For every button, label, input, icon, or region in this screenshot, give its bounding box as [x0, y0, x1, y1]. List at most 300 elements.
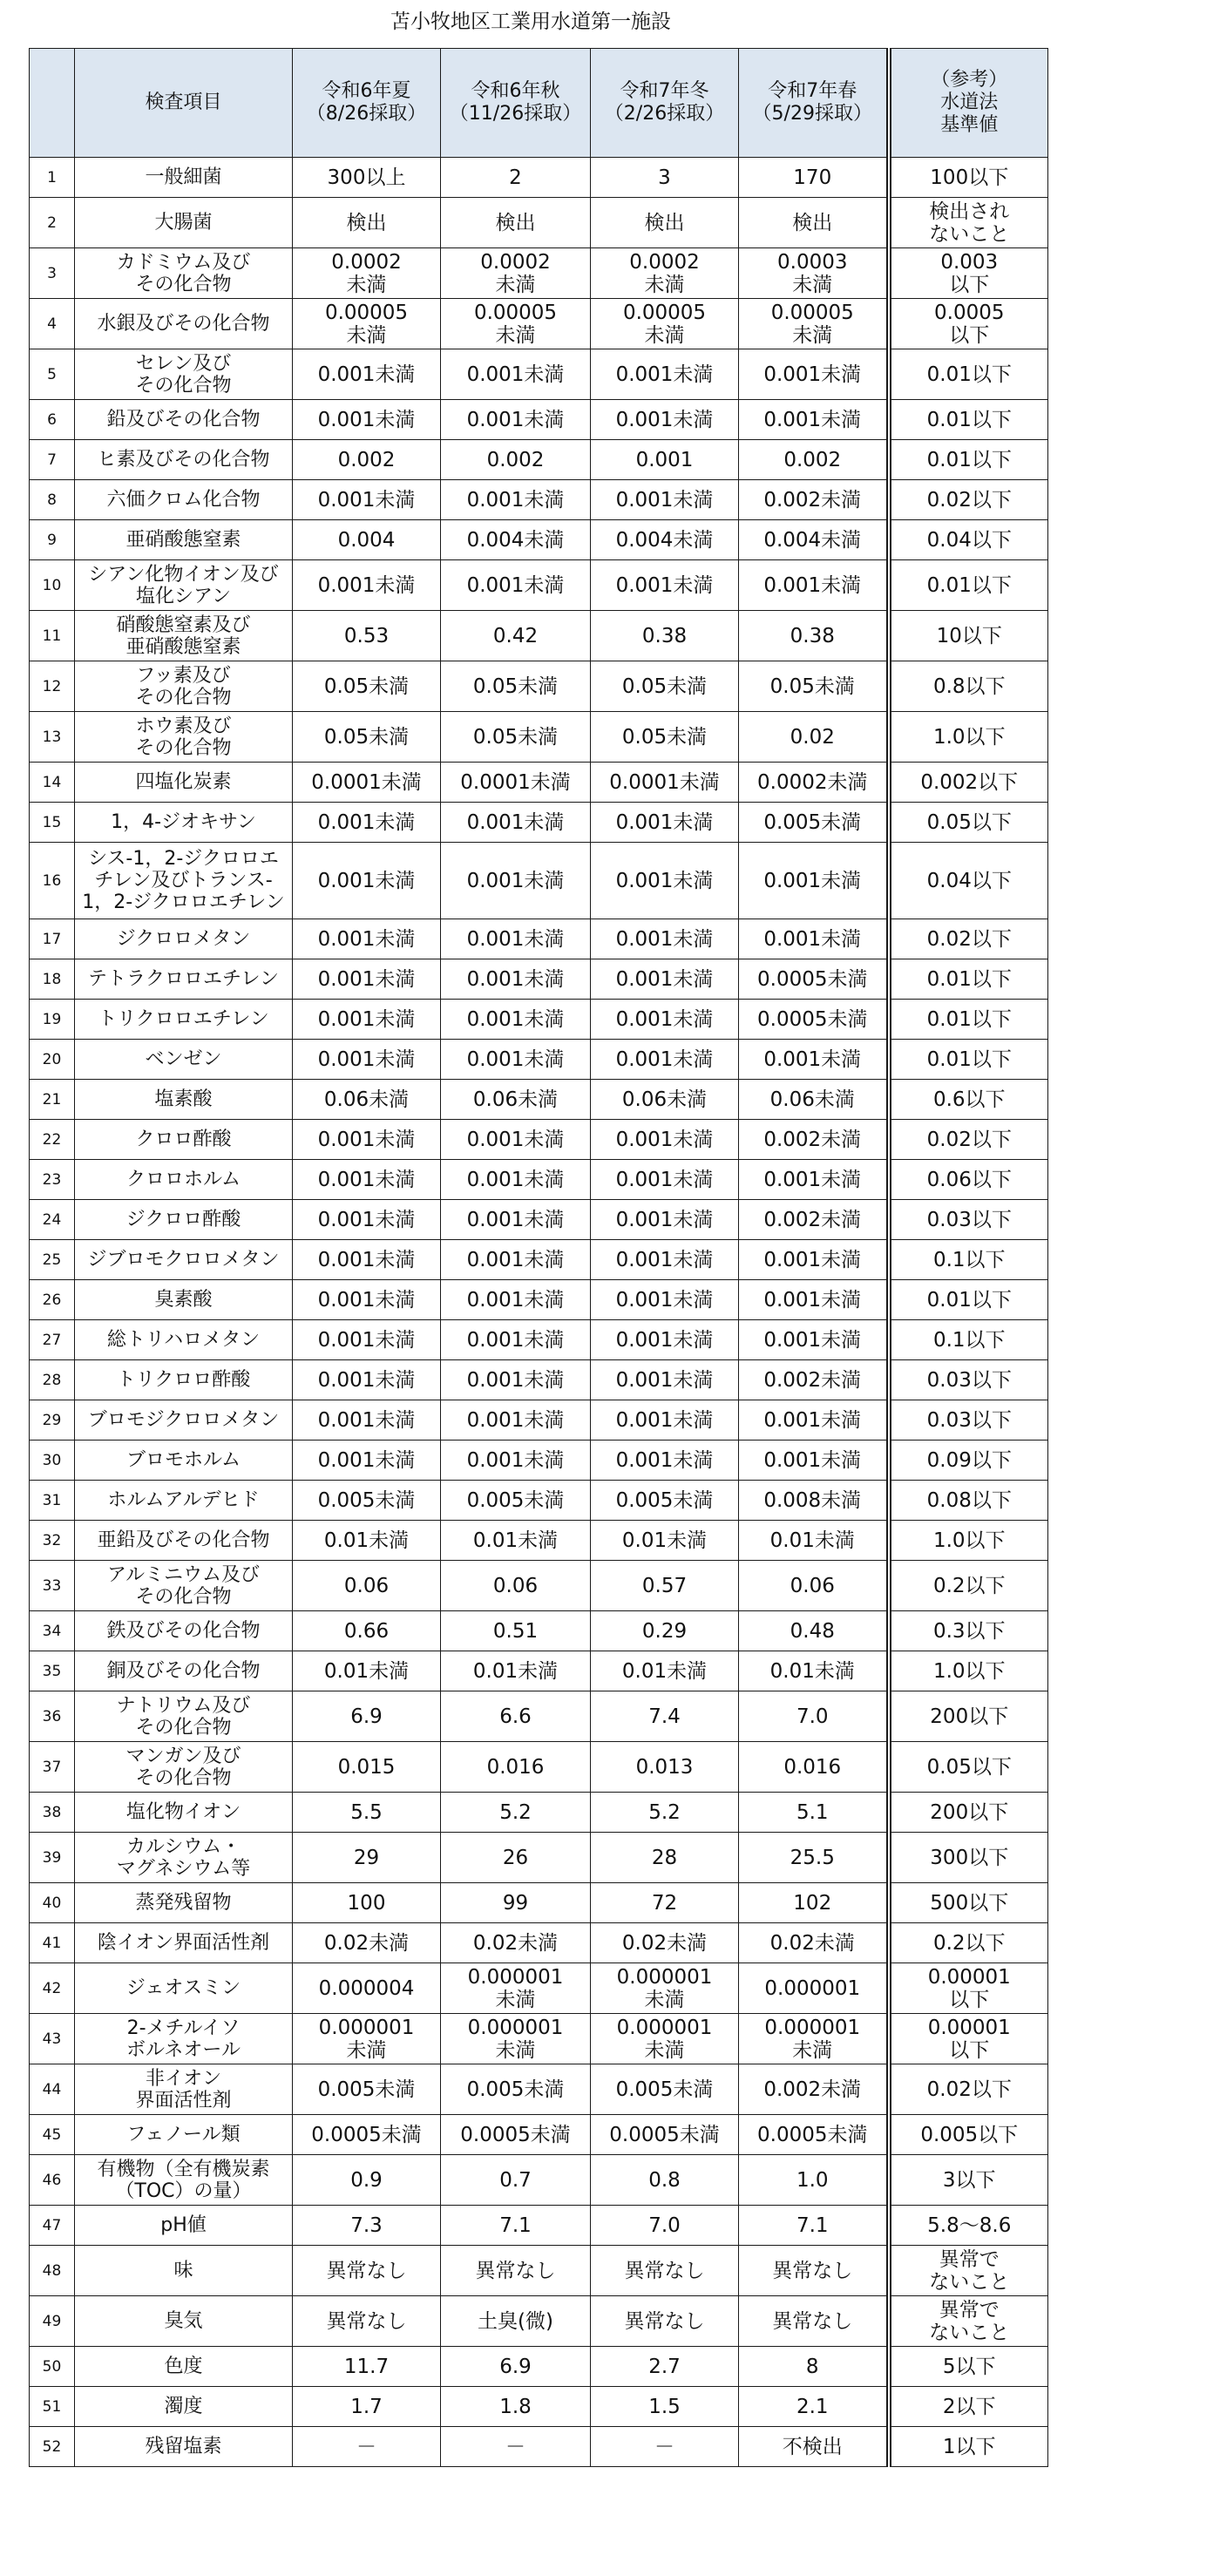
value-cell: 0.05未満 [441, 661, 591, 712]
value-cell: 0.001未満 [441, 1320, 591, 1360]
value-cell: 7.0 [739, 1691, 889, 1742]
value-cell: 異常なし [441, 2246, 591, 2296]
table-row [30, 2387, 1048, 2427]
row-number: 50 [30, 2347, 75, 2387]
standard-value: 200以下 [889, 1793, 1048, 1833]
value-cell: 0.001未満 [591, 1360, 739, 1400]
standard-value: 0.1以下 [889, 1240, 1048, 1280]
value-cell: 0.01未満 [739, 1651, 889, 1691]
value-cell: 7.1 [739, 2206, 889, 2246]
test-item: 水銀及びその化合物 [75, 299, 293, 349]
value-cell: 異常なし [739, 2296, 889, 2347]
value-cell: 0.001未満 [591, 480, 739, 520]
test-item: 総トリハロメタン [75, 1320, 293, 1360]
value-cell: 0.001未満 [591, 1400, 739, 1441]
row-number: 21 [30, 1080, 75, 1120]
value-cell: 0.000001 未満 [591, 2014, 739, 2064]
row-number: 30 [30, 1441, 75, 1481]
value-cell: 0.001未満 [293, 1441, 441, 1481]
value-cell: 1.5 [591, 2387, 739, 2427]
row-number: 7 [30, 440, 75, 480]
value-cell: 0.005未満 [591, 1481, 739, 1521]
table-row [30, 1691, 1048, 1742]
value-cell: 検出 [441, 198, 591, 248]
standard-value: 0.08以下 [889, 1481, 1048, 1521]
value-cell: 0.001未満 [441, 349, 591, 400]
row-number: 37 [30, 1742, 75, 1793]
value-cell: 5.1 [739, 1793, 889, 1833]
value-cell: 0.001未満 [591, 1120, 739, 1160]
value-cell: 0.005未満 [293, 1481, 441, 1521]
value-cell: 0.004未満 [739, 520, 889, 560]
value-cell: 0.016 [739, 1742, 889, 1793]
value-cell: 0.001未満 [441, 1240, 591, 1280]
value-cell: 0.01未満 [441, 1651, 591, 1691]
row-number: 1 [30, 158, 75, 198]
value-cell: 0.001未満 [591, 349, 739, 400]
value-cell: 0.001未満 [591, 919, 739, 959]
table-row [30, 1833, 1048, 1883]
value-cell: 0.015 [293, 1742, 441, 1793]
value-cell: 0.001未満 [591, 1200, 739, 1240]
value-cell: 0.001未満 [739, 843, 889, 919]
row-number: 23 [30, 1160, 75, 1200]
table-row [30, 2155, 1048, 2206]
test-item: マンガン及び その化合物 [75, 1742, 293, 1793]
table-row [30, 440, 1048, 480]
value-cell: 0.06未満 [293, 1080, 441, 1120]
row-number: 17 [30, 919, 75, 959]
standard-value: 異常で ないこと [889, 2296, 1048, 2347]
value-cell: 0.008未満 [739, 1481, 889, 1521]
value-cell: 0.02未満 [739, 1923, 889, 1963]
value-cell: 0.0002 未満 [293, 248, 441, 299]
value-cell: 7.4 [591, 1691, 739, 1742]
value-cell: 6.9 [293, 1691, 441, 1742]
value-cell: 0.53 [293, 611, 441, 661]
value-cell: 0.02未満 [591, 1923, 739, 1963]
row-number: 34 [30, 1611, 75, 1651]
row-number: 6 [30, 400, 75, 440]
row-number: 46 [30, 2155, 75, 2206]
value-cell: 0.05未満 [739, 661, 889, 712]
standard-value: 0.03以下 [889, 1400, 1048, 1441]
standard-value: 1.0以下 [889, 1521, 1048, 1561]
row-number: 8 [30, 480, 75, 520]
test-item: シス-1，2-ジクロロエ チレン及びトランス- 1，2-ジクロロエチレン [75, 843, 293, 919]
value-cell: 25.5 [739, 1833, 889, 1883]
table-row [30, 1400, 1048, 1441]
value-cell: 0.001未満 [591, 1240, 739, 1280]
value-cell: 72 [591, 1883, 739, 1923]
value-cell: 0.001未満 [293, 959, 441, 1000]
table-row [30, 1963, 1048, 2014]
table-row [30, 763, 1048, 803]
value-cell: 異常なし [293, 2246, 441, 2296]
standard-value: 0.09以下 [889, 1441, 1048, 1481]
value-cell: 0.001未満 [293, 1000, 441, 1040]
value-cell: 0.001未満 [441, 560, 591, 611]
row-number: 14 [30, 763, 75, 803]
value-cell: 0.005未満 [441, 1481, 591, 1521]
value-cell: 0.001未満 [293, 480, 441, 520]
row-number: 24 [30, 1200, 75, 1240]
header-row [30, 49, 1048, 158]
row-number: 26 [30, 1280, 75, 1320]
value-cell: 0.38 [591, 611, 739, 661]
standard-value: 0.2以下 [889, 1923, 1048, 1963]
value-cell: 0.004未満 [441, 520, 591, 560]
row-number: 18 [30, 959, 75, 1000]
value-cell: 5.5 [293, 1793, 441, 1833]
table-row [30, 843, 1048, 919]
value-cell: 0.0005未満 [591, 2115, 739, 2155]
value-cell: 0.001未満 [293, 1120, 441, 1160]
standard-value: 0.02以下 [889, 480, 1048, 520]
value-cell: 0.7 [441, 2155, 591, 2206]
test-item: ジクロロ酢酸 [75, 1200, 293, 1240]
standard-value: 0.00001 以下 [889, 2014, 1048, 2064]
value-cell: 0.06未満 [441, 1080, 591, 1120]
value-cell: 0.0005未満 [739, 1000, 889, 1040]
row-number: 28 [30, 1360, 75, 1400]
value-cell: 0.002未満 [739, 480, 889, 520]
value-cell: 0.51 [441, 1611, 591, 1651]
test-item: ジェオスミン [75, 1963, 293, 2014]
standard-value: 1.0以下 [889, 712, 1048, 763]
value-cell: 0.005未満 [293, 2064, 441, 2115]
value-cell: 0.002未満 [739, 1200, 889, 1240]
table-row [30, 1481, 1048, 1521]
table-row [30, 2115, 1048, 2155]
value-cell: 0.001未満 [591, 1320, 739, 1360]
standard-value: 2以下 [889, 2387, 1048, 2427]
table-row [30, 158, 1048, 198]
standard-value: 0.05以下 [889, 803, 1048, 843]
value-cell: 0.004 [293, 520, 441, 560]
standard-value: 0.01以下 [889, 1040, 1048, 1080]
test-item: 亜硝酸態窒素 [75, 520, 293, 560]
standard-value: 0.0005 以下 [889, 299, 1048, 349]
test-item: ヒ素及びその化合物 [75, 440, 293, 480]
value-cell: 0.01未満 [293, 1651, 441, 1691]
table-row [30, 1611, 1048, 1651]
test-item: ブロモジクロロメタン [75, 1400, 293, 1441]
header-period-4: 令和7年春 （5/29採取） [739, 49, 889, 158]
value-cell: 0.000001 未満 [293, 2014, 441, 2064]
value-cell: 0.001未満 [293, 1240, 441, 1280]
row-number: 39 [30, 1833, 75, 1883]
value-cell: 0.001未満 [293, 843, 441, 919]
value-cell: 2.7 [591, 2347, 739, 2387]
value-cell: 5.2 [591, 1793, 739, 1833]
test-item: 硝酸態窒素及び 亜硝酸態窒素 [75, 611, 293, 661]
table-row [30, 2014, 1048, 2064]
row-number: 47 [30, 2206, 75, 2246]
value-cell: 0.001未満 [293, 803, 441, 843]
table-row [30, 1320, 1048, 1360]
value-cell: 0.57 [591, 1561, 739, 1611]
value-cell: 0.05未満 [293, 712, 441, 763]
row-number: 31 [30, 1481, 75, 1521]
value-cell: 0.002 [739, 440, 889, 480]
row-number: 11 [30, 611, 75, 661]
value-cell: 3 [591, 158, 739, 198]
value-cell: 0.000001 [739, 1963, 889, 2014]
row-number: 29 [30, 1400, 75, 1441]
test-item: ホウ素及び その化合物 [75, 712, 293, 763]
row-number: 5 [30, 349, 75, 400]
value-cell: 0.01未満 [441, 1521, 591, 1561]
table-row [30, 1000, 1048, 1040]
test-item: クロロホルム [75, 1160, 293, 1200]
value-cell: 7.1 [441, 2206, 591, 2246]
value-cell: 0.005未満 [441, 2064, 591, 2115]
value-cell: 8 [739, 2347, 889, 2387]
value-cell: 0.001未満 [441, 1360, 591, 1400]
test-item: カドミウム及び その化合物 [75, 248, 293, 299]
value-cell: 0.00005 未満 [293, 299, 441, 349]
value-cell: 0.0003 未満 [739, 248, 889, 299]
value-cell: 0.001未満 [739, 1160, 889, 1200]
table-row [30, 919, 1048, 959]
standard-value: 0.04以下 [889, 520, 1048, 560]
row-number: 22 [30, 1120, 75, 1160]
standard-value: 0.01以下 [889, 959, 1048, 1000]
test-item: フッ素及び その化合物 [75, 661, 293, 712]
value-cell: 0.01未満 [591, 1651, 739, 1691]
test-item: 鉛及びその化合物 [75, 400, 293, 440]
table-row [30, 1923, 1048, 1963]
value-cell: 0.016 [441, 1742, 591, 1793]
value-cell: 異常なし [591, 2296, 739, 2347]
standard-value: 0.003 以下 [889, 248, 1048, 299]
standard-value: 0.1以下 [889, 1320, 1048, 1360]
value-cell: 0.001未満 [441, 843, 591, 919]
value-cell: 0.05未満 [441, 712, 591, 763]
value-cell: 0.05未満 [293, 661, 441, 712]
standard-value: 0.01以下 [889, 1000, 1048, 1040]
value-cell: 0.05未満 [591, 661, 739, 712]
standard-value: 0.02以下 [889, 1120, 1048, 1160]
value-cell: 異常なし [293, 2296, 441, 2347]
value-cell: 0.001未満 [739, 1280, 889, 1320]
row-number: 32 [30, 1521, 75, 1561]
test-item: 2-メチルイソ ボルネオール [75, 2014, 293, 2064]
value-cell: 0.001未満 [293, 1160, 441, 1200]
test-item: 四塩化炭素 [75, 763, 293, 803]
value-cell: 0.001未満 [441, 1200, 591, 1240]
value-cell: 0.001未満 [739, 1400, 889, 1441]
value-cell: － [293, 2427, 441, 2467]
value-cell: 0.001未満 [591, 400, 739, 440]
standard-value: 検出され ないこと [889, 198, 1048, 248]
value-cell: 0.001未満 [441, 1441, 591, 1481]
value-cell: 0.0002未満 [739, 763, 889, 803]
value-cell: 検出 [591, 198, 739, 248]
test-item: 六価クロム化合物 [75, 480, 293, 520]
value-cell: 0.001未満 [441, 400, 591, 440]
value-cell: 0.42 [441, 611, 591, 661]
test-item: 塩素酸 [75, 1080, 293, 1120]
table-row [30, 1280, 1048, 1320]
row-number: 15 [30, 803, 75, 843]
standard-value: 1以下 [889, 2427, 1048, 2467]
row-number: 52 [30, 2427, 75, 2467]
test-item: 塩化物イオン [75, 1793, 293, 1833]
test-item: 有機物（全有機炭素 （TOC）の量） [75, 2155, 293, 2206]
table-row [30, 661, 1048, 712]
value-cell: 2 [441, 158, 591, 198]
standard-value: 0.01以下 [889, 400, 1048, 440]
value-cell: 0.001未満 [293, 400, 441, 440]
value-cell: 0.001未満 [293, 1320, 441, 1360]
value-cell: 2.1 [739, 2387, 889, 2427]
row-number: 51 [30, 2387, 75, 2427]
table-row [30, 803, 1048, 843]
standard-value: 0.03以下 [889, 1360, 1048, 1400]
row-number: 44 [30, 2064, 75, 2115]
value-cell: 0.001 [591, 440, 739, 480]
value-cell: 170 [739, 158, 889, 198]
value-cell: 0.002未満 [739, 2064, 889, 2115]
row-number: 10 [30, 560, 75, 611]
test-item: 亜鉛及びその化合物 [75, 1521, 293, 1561]
value-cell: 0.66 [293, 1611, 441, 1651]
value-cell: 26 [441, 1833, 591, 1883]
test-item: クロロ酢酸 [75, 1120, 293, 1160]
value-cell: 0.002未満 [739, 1360, 889, 1400]
value-cell: 0.001未満 [293, 1400, 441, 1441]
page-title: 苫小牧地区工業用水道第一施設 [390, 10, 671, 33]
value-cell: 0.001未満 [293, 1280, 441, 1320]
row-number: 3 [30, 248, 75, 299]
standard-value: 200以下 [889, 1691, 1048, 1742]
table-row [30, 2064, 1048, 2115]
value-cell: 0.00005 未満 [441, 299, 591, 349]
row-number: 13 [30, 712, 75, 763]
value-cell: 7.0 [591, 2206, 739, 2246]
test-item: 大腸菌 [75, 198, 293, 248]
standard-value: 0.01以下 [889, 1280, 1048, 1320]
value-cell: － [441, 2427, 591, 2467]
table-row [30, 1240, 1048, 1280]
standard-value: 0.01以下 [889, 349, 1048, 400]
row-number: 9 [30, 520, 75, 560]
row-number: 27 [30, 1320, 75, 1360]
value-cell: 0.05未満 [591, 712, 739, 763]
value-cell: 0.002未満 [739, 1120, 889, 1160]
row-number: 19 [30, 1000, 75, 1040]
value-cell: － [591, 2427, 739, 2467]
standard-value: 0.05以下 [889, 1742, 1048, 1793]
value-cell: 0.001未満 [739, 1441, 889, 1481]
header-period-3: 令和7年冬 （2/26採取） [591, 49, 739, 158]
test-item: フェノール類 [75, 2115, 293, 2155]
standard-value: 異常で ないこと [889, 2246, 1048, 2296]
table-row [30, 611, 1048, 661]
value-cell: 0.001未満 [293, 1360, 441, 1400]
row-number: 48 [30, 2246, 75, 2296]
value-cell: 0.000004 [293, 1963, 441, 2014]
test-item: ベンゼン [75, 1040, 293, 1080]
value-cell: 0.002 [293, 440, 441, 480]
value-cell: 0.001未満 [739, 919, 889, 959]
value-cell: 0.005未満 [739, 803, 889, 843]
table-row [30, 2427, 1048, 2467]
value-cell: 0.001未満 [293, 919, 441, 959]
row-number: 36 [30, 1691, 75, 1742]
value-cell: 異常なし [739, 2246, 889, 2296]
value-cell: 0.0001未満 [591, 763, 739, 803]
header-period-1: 令和6年夏 （8/26採取） [293, 49, 441, 158]
test-item: 蒸発残留物 [75, 1883, 293, 1923]
value-cell: 5.2 [441, 1793, 591, 1833]
value-cell: 102 [739, 1883, 889, 1923]
test-item: テトラクロロエチレン [75, 959, 293, 1000]
value-cell: 0.0001未満 [293, 763, 441, 803]
value-cell: 0.001未満 [739, 400, 889, 440]
value-cell: 0.000001 未満 [591, 1963, 739, 2014]
test-item: 一般細菌 [75, 158, 293, 198]
table-row [30, 1080, 1048, 1120]
standard-value: 0.2以下 [889, 1561, 1048, 1611]
table-row [30, 560, 1048, 611]
water-quality-table [29, 48, 1048, 2467]
table-row [30, 1742, 1048, 1793]
table-row [30, 1441, 1048, 1481]
value-cell: 0.02未満 [441, 1923, 591, 1963]
value-cell: 0.002 [441, 440, 591, 480]
value-cell: 0.001未満 [293, 1040, 441, 1080]
value-cell: 0.001未満 [293, 1200, 441, 1240]
table-row [30, 712, 1048, 763]
row-number: 41 [30, 1923, 75, 1963]
value-cell: 0.001未満 [739, 349, 889, 400]
value-cell: 土臭(微) [441, 2296, 591, 2347]
value-cell: 0.001未満 [591, 1000, 739, 1040]
value-cell: 0.001未満 [739, 1240, 889, 1280]
value-cell: 7.3 [293, 2206, 441, 2246]
standard-value: 0.005以下 [889, 2115, 1048, 2155]
table-row [30, 2347, 1048, 2387]
test-item: アルミニウム及び その化合物 [75, 1561, 293, 1611]
value-cell: 0.0001未満 [441, 763, 591, 803]
value-cell: 0.9 [293, 2155, 441, 2206]
standard-value: 0.002以下 [889, 763, 1048, 803]
row-number: 49 [30, 2296, 75, 2347]
value-cell: 6.6 [441, 1691, 591, 1742]
value-cell: 0.0002 未満 [441, 248, 591, 299]
header-item: 検査項目 [75, 49, 293, 158]
standard-value: 0.02以下 [889, 2064, 1048, 2115]
value-cell: 11.7 [293, 2347, 441, 2387]
table-row [30, 248, 1048, 299]
table-row [30, 520, 1048, 560]
value-cell: 300以上 [293, 158, 441, 198]
test-item: 1，4-ジオキサン [75, 803, 293, 843]
value-cell: 0.001未満 [441, 1160, 591, 1200]
value-cell: 0.38 [739, 611, 889, 661]
standard-value: 0.00001 以下 [889, 1963, 1048, 2014]
value-cell: 0.02未満 [293, 1923, 441, 1963]
row-number: 43 [30, 2014, 75, 2064]
table-row [30, 349, 1048, 400]
standard-value: 0.01以下 [889, 560, 1048, 611]
standard-value: 0.03以下 [889, 1200, 1048, 1240]
value-cell: 0.01未満 [591, 1521, 739, 1561]
header-period-2: 令和6年秋 （11/26採取） [441, 49, 591, 158]
